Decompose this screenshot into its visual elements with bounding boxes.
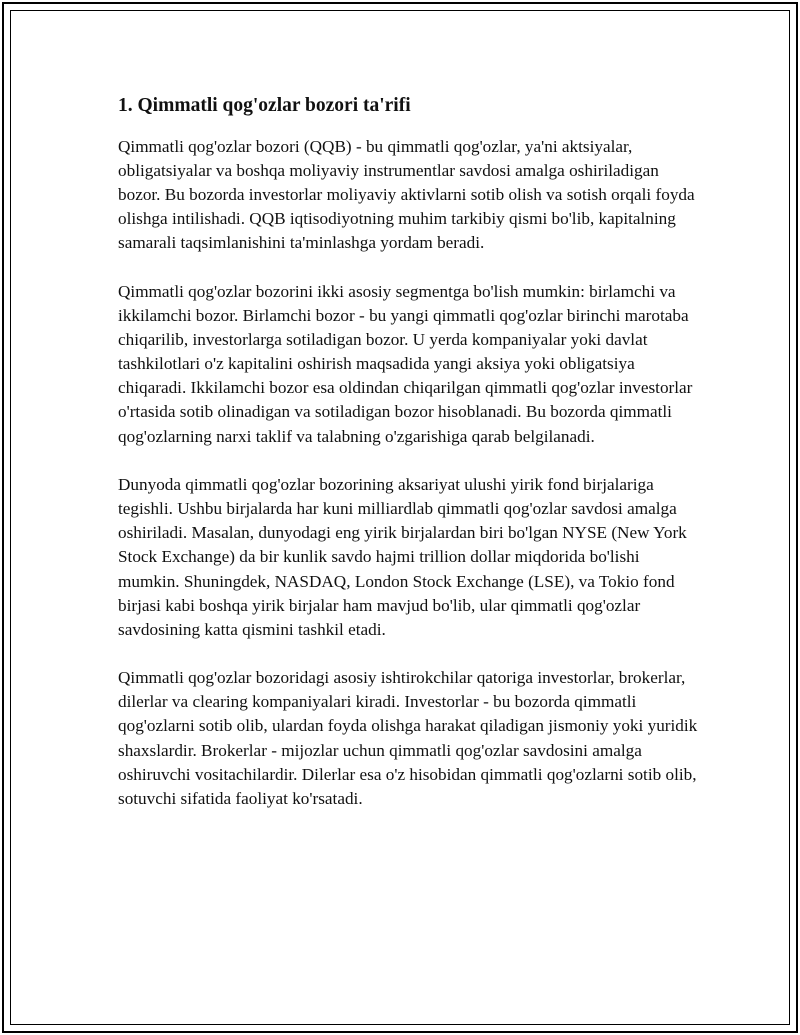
paragraph-definition: Qimmatli qog'ozlar bozori (QQB) - bu qimmatli qog'ozlar, ya'ni aktsiyalar, obligatsiyalar va boshqa moliyaviy instrumentlar savdosi amalga oshiriladigan bozor. Bu bozorda investorlar moliyaviy aktivlarni sotib olish va sotish orqali foyda olishga intilishadi. QQB iqtisodiyotning muhim tarkibiy qismi bo'lib, kapitalning samarali taqsimlanishini ta'minlashga yordam beradi. (118, 137, 695, 253)
document-body (118, 93, 698, 835)
paragraph-participants: Qimmatli qog'ozlar bozoridagi asosiy ishtirokchilar qatoriga investorlar, brokerlar, dilerlar va clearing kompaniyalari kiradi. Investorlar - bu bozorda qimmatli qog'ozlarni sotib olib, ulardan foyda olishga harakat qiladigan jismoniy yoki yuridik shaxslardir. Brokerlar - mijozlar uchun qimmatli qog'ozlar savdosini amalga oshiruvchi vositachilardir. Dilerlar esa o'z hisobidan qimmatli qog'ozlarni sotib olib, sotuvchi sifatida faoliyat ko'rsatadi. (118, 668, 698, 808)
paragraph-segments: Qimmatli qog'ozlar bozorini ikki asosiy segmentga bo'lish mumkin: birlamchi va ikkilamchi bozor. Birlamchi bozor - bu yangi qimmatli qog'ozlar birinchi marotaba chiqarilib, investorlarga sotiladigan bozor. U yerda kompaniyalar yoki davlat tashkilotlari o'z kapitalini oshirish maqsadida yangi aksiya yoki obligatsiya chiqaradi. Ikkilamchi bozor esa oldindan chiqarilgan qimmatli qog'ozlar investorlar o'rtasida sotib olinadigan va sotiladigan bozor hisoblanadi. Bu bozorda qimmatli qog'ozlarning narxi taklif va talabning o'zgarishiga qarab belgilanadi. (118, 281, 693, 446)
paragraph-exchanges: Dunyoda qimmatli qog'ozlar bozorining aksariyat ulushi yirik fond birjalariga tegishli. Ushbu birjalarda har kuni milliardlab qimmatli qog'ozlar savdosi amalga oshiriladi. Masalan, dunyodagi eng yirik birjalardan biri bo'lgan NYSE (New York Stock Exchange) da bir kunlik savdo hajmi trillion dollar miqdorida bo'lishi mumkin. Shuningdek, NASDAQ, London Stock Exchange (LSE), va Tokio fond birjasi kabi boshqa yirik birjalar ham mavjud bo'lib, ular qimmatli qog'ozlar savdosining katta qismini tashkil etadi. (118, 475, 687, 639)
section-title: 1. Qimmatli qog'ozlar bozori ta'rifi (118, 95, 411, 116)
